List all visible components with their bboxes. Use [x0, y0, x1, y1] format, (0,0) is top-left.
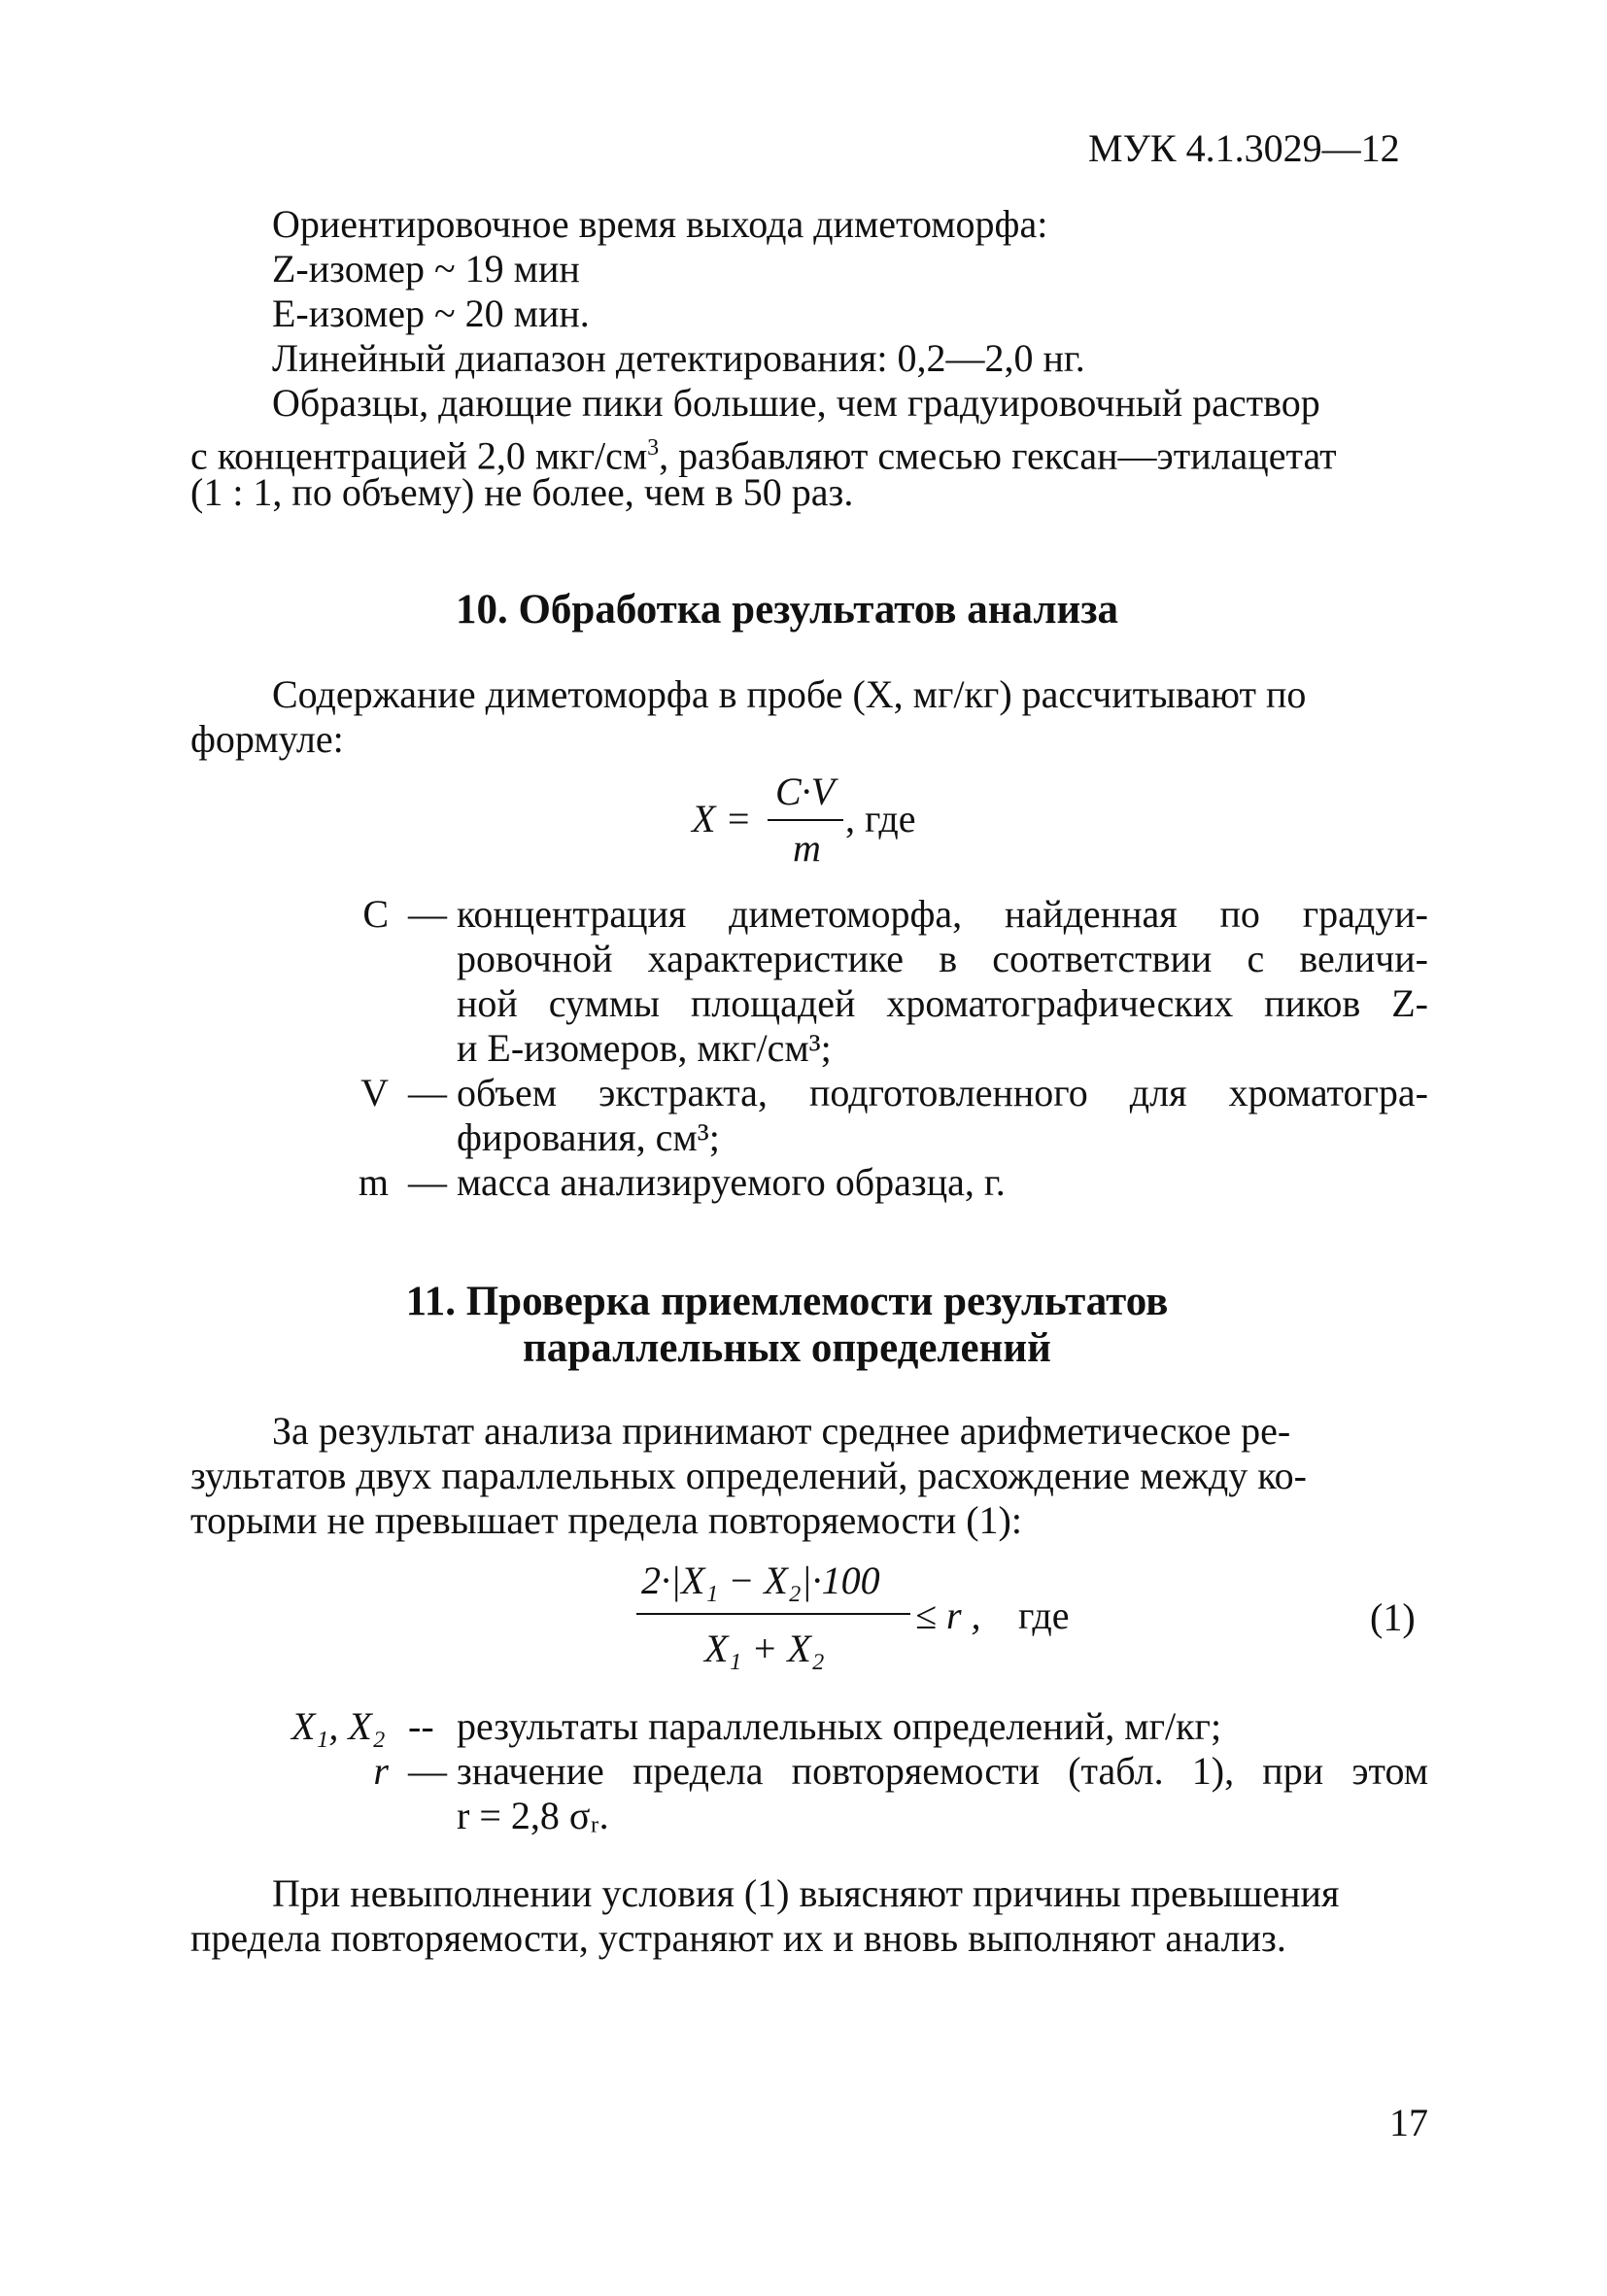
intro-line-1: Ориентировочное время выхода диметоморфа: — [272, 202, 1048, 246]
section-10-text-line-2: формуле: — [190, 717, 344, 761]
formula-x-tail: , где — [845, 797, 916, 840]
intro-para-line-3: (1 : 1, по объему) не более, чем в 50 раз. — [190, 470, 854, 514]
def-dash-m: — — [408, 1160, 447, 1204]
formula-x-denominator: m — [793, 826, 821, 870]
def-symbol-c: C — [362, 892, 389, 936]
closing-line-1: При невыполнении условия (1) выясняют причины превышения — [272, 1871, 1340, 1915]
formula-1-relation: ≤ r , — [915, 1593, 981, 1637]
def-dash-v: — — [408, 1071, 447, 1114]
formula-x-numerator: C·V — [775, 770, 836, 813]
def-text-c-line-2: ровочной характеристике в соответствии с величи- — [457, 937, 1428, 980]
def-text-c-line-1: концентрация диметоморфа, найденная по градуи- — [457, 892, 1428, 936]
formula-1-denominator: X₁ + X₂ — [704, 1627, 825, 1670]
closing-line-2: предела повторяемости, устраняют их и вновь выполняют анализ. — [190, 1916, 1286, 1960]
doc-code: МУК 4.1.3029—12 — [1088, 126, 1400, 170]
section-11-text-line-1: За результат анализа принимают среднее арифметическое ре- — [272, 1409, 1291, 1453]
section-11-text-line-3: торыми не превышает предела повторяемости (1): — [190, 1498, 1022, 1542]
formula-x-fraction-bar — [768, 819, 843, 821]
formula-1-numerator: 2·|X₁ − X₂|·100 — [641, 1559, 880, 1602]
formula-1-fraction-bar — [636, 1613, 910, 1615]
def-symbol-x1x2: X₁, X₂ — [291, 1704, 386, 1748]
def-text-r-line-2: r = 2,8 σᵣ. — [457, 1794, 609, 1837]
def-text-m-line-1: масса анализируемого образца, г. — [457, 1160, 1006, 1204]
formula-x-lhs: X = — [692, 797, 752, 840]
def-dash-r: — — [408, 1749, 447, 1793]
def-symbol-m: m — [358, 1160, 389, 1204]
def-text-v-line-2: фирования, см³; — [457, 1115, 720, 1159]
intro-para-line-2: с концентрацией 2,0 мкг/$см^3$, разбавляют смесью гексан—этилацетат — [190, 433, 1337, 478]
section-11-heading-line-1: 11. Проверка приемлемости результатов — [405, 1279, 1169, 1324]
def-dash-c: — — [408, 892, 447, 936]
formula-1-number: (1) — [1370, 1595, 1416, 1639]
intro-line-4: Линейный диапазон детектирования: 0,2—2,0 нг. — [272, 336, 1085, 380]
def-text-v-line-1: объем экстракта, подготовленного для хроматогра- — [457, 1071, 1428, 1114]
def-text-x1x2: результаты параллельных определений, мг/кг; — [457, 1704, 1222, 1748]
def-symbol-v: V — [360, 1071, 389, 1114]
def-text-c-line-3: ной суммы площадей хроматографических пиков Z- — [457, 981, 1428, 1025]
page-number: 17 — [1389, 2101, 1428, 2144]
def-text-c-line-4: и Е-изомеров, мкг/см³; — [457, 1026, 832, 1070]
def-dash-x1x2: -- — [408, 1704, 434, 1748]
intro-para-line-1: Образцы, дающие пики большие, чем градуировочный раствор — [272, 381, 1320, 425]
def-text-r-line-1: значение предела повторяемости (табл. 1), при этом — [457, 1749, 1428, 1793]
def-symbol-r: r — [373, 1749, 389, 1793]
formula-1-tail: где — [1018, 1593, 1070, 1637]
intro-line-3: Е-изомер ~ 20 мин. — [272, 291, 590, 335]
section-10-heading: 10. Обработка результатов анализа — [455, 587, 1119, 633]
section-10-text-line-1: Содержание диметоморфа в пробе (X, мг/кг) рассчитывают по — [272, 672, 1307, 716]
section-11-text-line-2: зультатов двух параллельных определений, расхождение между ко- — [190, 1454, 1307, 1497]
intro-line-2: Z-изомер ~ 19 мин — [272, 247, 580, 291]
section-11-heading-line-2: параллельных определений — [523, 1325, 1051, 1371]
